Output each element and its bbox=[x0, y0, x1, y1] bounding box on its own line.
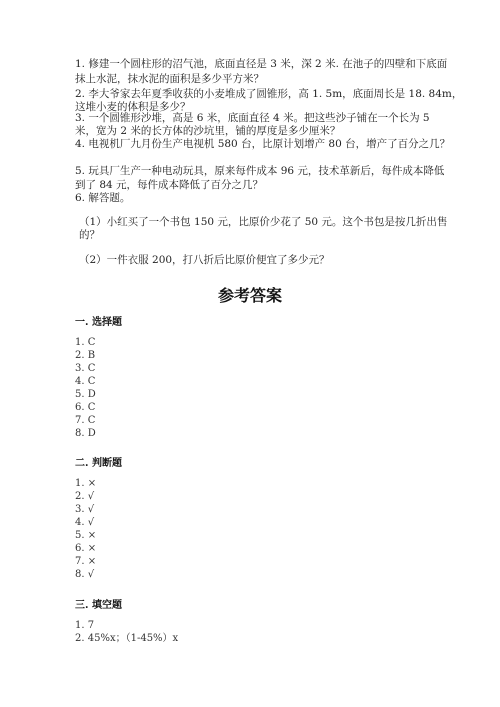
choice-answer-4: 4. C bbox=[75, 376, 96, 387]
question-4-line-1: 4. 电视机厂九月份生产电视机 580 台，比原计划增产 80 台，增产了百分之几？ bbox=[75, 138, 451, 150]
question-5-line-1: 5. 玩具厂生产一种电动玩具，原来每件成本 96 元，技术革新后，每件成本降低 bbox=[75, 165, 445, 177]
judge-answer-7: 7. × bbox=[75, 556, 97, 567]
question-3-line-1: 3. 一个圆锥形沙堆，高是 6 米，底面直径 4 米。把这些沙子铺在一个长为 5 bbox=[75, 112, 430, 124]
question-5-line-2: 到了 84 元，每件成本降低了百分之几？ bbox=[75, 179, 264, 191]
judge-answer-5: 5. × bbox=[75, 530, 97, 541]
choice-answer-8: 8. D bbox=[75, 428, 96, 439]
judge-answer-6: 6. × bbox=[75, 543, 97, 554]
question-6-1-line-2: 的？ bbox=[79, 229, 100, 241]
choice-answer-5: 5. D bbox=[75, 389, 96, 400]
question-2-line-2: 这堆小麦的体积是多少？ bbox=[75, 101, 191, 113]
question-2-line-1: 2. 李大爷家去年夏季收获的小麦堆成了圆锥形，高 1. 5m，底面周长是 18. 84m， bbox=[75, 88, 463, 100]
section-heading-fill: 三. 填空题 bbox=[75, 600, 122, 611]
section-heading-choice: 一. 选择题 bbox=[75, 317, 122, 328]
fill-answer-2: 2. 45%x；（1-45%）x bbox=[75, 633, 179, 644]
answer-title: 参考答案 bbox=[217, 286, 282, 305]
question-3-line-2: 米，宽为 2 米的长方体的沙坑里，铺的厚度是多少厘米？ bbox=[75, 125, 341, 137]
judge-answer-1: 1. × bbox=[75, 478, 97, 489]
choice-answer-6: 6. C bbox=[75, 402, 96, 413]
question-1-line-2: 抹上水泥，抹水泥的面积是多少平方米？ bbox=[75, 73, 264, 85]
judge-answer-3: 3. √ bbox=[75, 504, 95, 515]
judge-answer-8: 8. √ bbox=[75, 569, 95, 580]
judge-answer-4: 4. √ bbox=[75, 517, 95, 528]
question-6-2: （2）一件衣服 200，打八折后比原价便宜了多少元？ bbox=[79, 254, 330, 266]
question-6-heading: 6. 解答题。 bbox=[75, 192, 131, 204]
judge-answer-2: 2. √ bbox=[75, 491, 95, 502]
choice-answer-2: 2. B bbox=[75, 350, 96, 361]
question-6-1-line-1: （1）小红买了一个书包 150 元，比原价少花了 50 元。这个书包是按几折出售 bbox=[79, 216, 448, 228]
question-1-line-1: 1. 修建一个圆柱形的沼气池，底面直径是 3 米，深 2 米. 在池子的四壁和下底面 bbox=[75, 58, 448, 70]
fill-answer-1: 1. 7 bbox=[75, 620, 95, 631]
choice-answer-7: 7. C bbox=[75, 415, 96, 426]
choice-answer-3: 3. C bbox=[75, 363, 96, 374]
choice-answer-1: 1. C bbox=[75, 337, 96, 348]
section-heading-judge: 二. 判断题 bbox=[75, 458, 122, 469]
